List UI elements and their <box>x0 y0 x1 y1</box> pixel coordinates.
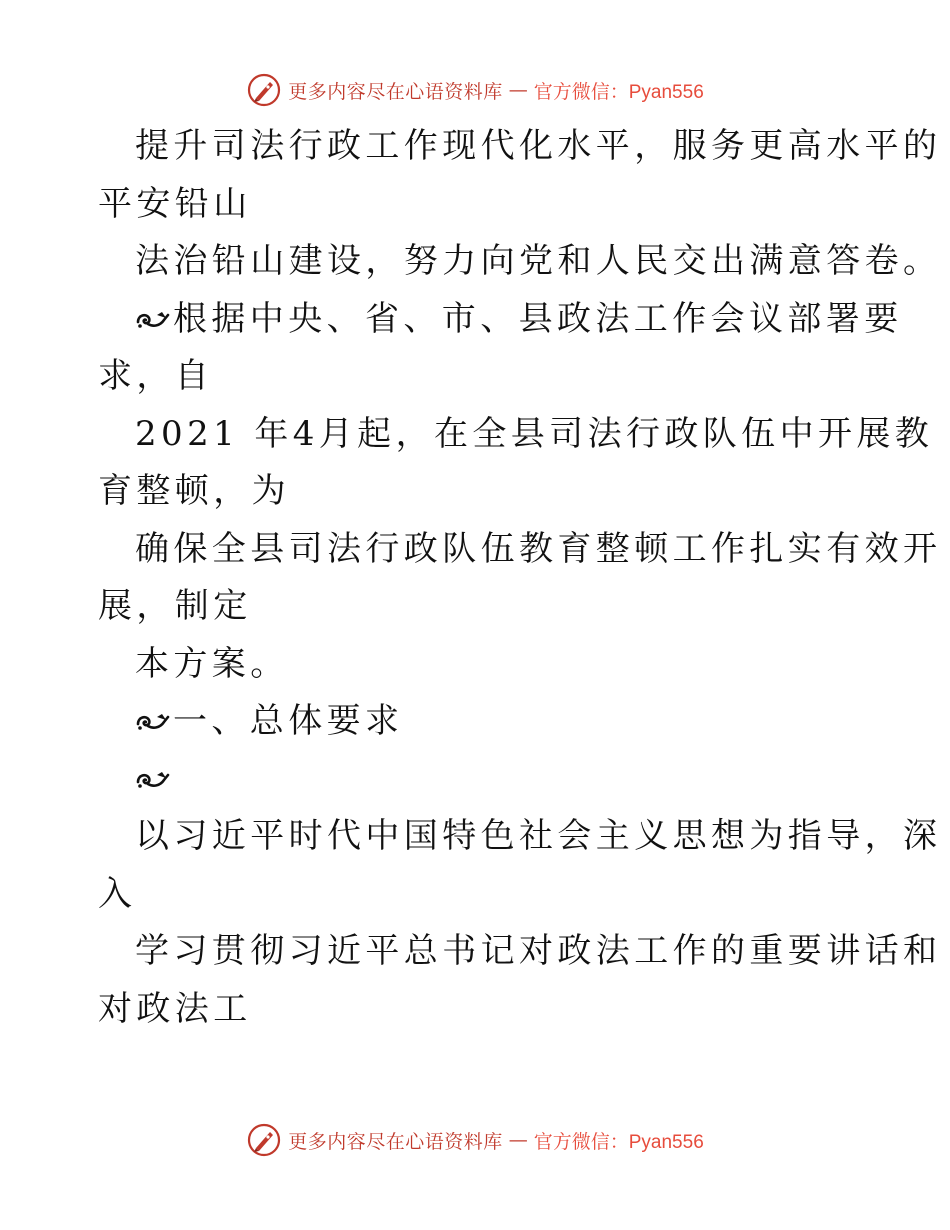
footer-wechat-label: 官方微信：Pyan556 <box>533 1131 704 1153</box>
fleuron-icon <box>135 306 171 332</box>
footer-separator: — <box>508 1129 528 1151</box>
text-line: 以习近平时代中国特色社会主义思想为指导，深 <box>135 816 942 856</box>
document-body <box>98 118 942 1038</box>
text-line: 育整顿，为 <box>98 471 290 511</box>
text-line: 展，制定 <box>98 586 252 626</box>
text-line: 求，自 <box>98 356 214 396</box>
text-line: 根据中央、省、市、县政法工作会议部署要 <box>98 291 858 349</box>
text-line <box>98 751 858 809</box>
fleuron-icon <box>135 708 171 734</box>
header-watermark <box>0 72 950 108</box>
text-line: 法治铅山建设，努力向党和人民交出满意答卷。 <box>135 241 942 281</box>
pen-nib-logo-icon <box>246 1122 282 1158</box>
text-line: 2021 年4月起，在全县司法行政队伍中开展教 <box>135 413 934 454</box>
header-separator: — <box>508 79 528 101</box>
fleuron-icon <box>135 766 171 792</box>
footer-watermark <box>0 1122 950 1158</box>
text-line: 平安铅山 <box>98 183 252 224</box>
text-line: 确保全县司法行政队伍教育整顿工作扎实有效开 <box>135 528 942 569</box>
footer-brand-text: 更多内容尽在心语资料库 <box>288 1130 503 1153</box>
section-heading: 一、总体要求 <box>98 693 858 751</box>
text-line: 提升司法行政工作现代化水平，服务更高水平的 <box>135 126 942 166</box>
pen-nib-logo-icon <box>246 72 282 108</box>
text-line: 学习贯彻习近平总书记对政法工作的重要讲话和 <box>135 931 942 971</box>
text-line: 入 <box>98 873 137 914</box>
header-wechat-label: 官方微信：Pyan556 <box>533 81 704 103</box>
text-line: 对政法工 <box>98 988 252 1029</box>
text-line: 本方案。 <box>135 643 289 684</box>
header-brand-text: 更多内容尽在心语资料库 <box>288 80 503 103</box>
